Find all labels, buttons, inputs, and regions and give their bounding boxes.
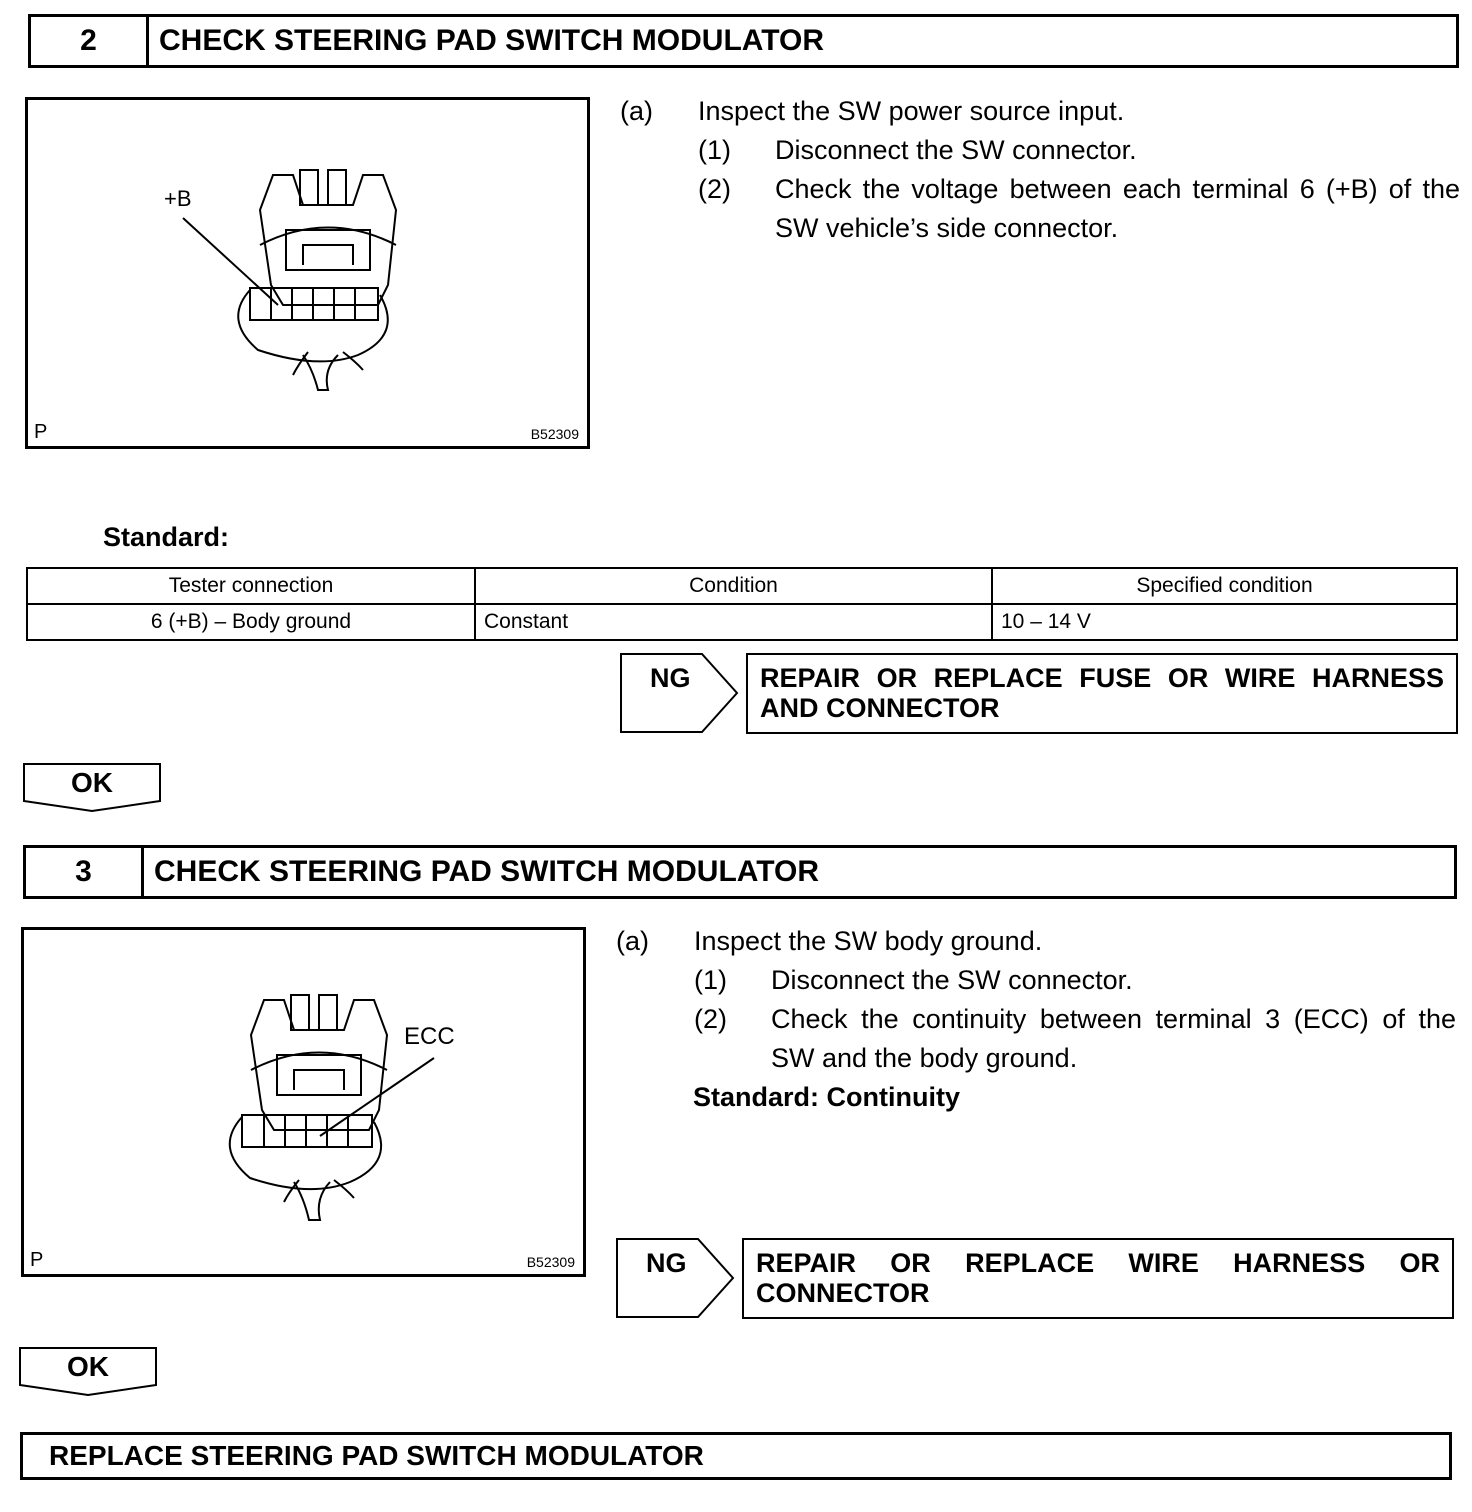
step-3-instructions xyxy=(616,922,1456,1117)
step-3-instruction-2-label: (2) xyxy=(694,1004,727,1034)
step-3-instruction-2-text: Check the continuity between terminal 3 (ECC) of the SW and the body ground. xyxy=(771,1004,1456,1073)
step-2-instruction-1-text: Disconnect the SW connector. xyxy=(775,135,1137,165)
step-2-instructions xyxy=(620,92,1460,248)
table-header-cell: Tester connection xyxy=(27,568,475,604)
step-2-connector-figure xyxy=(25,97,590,449)
final-action-box xyxy=(20,1432,1452,1480)
step-2-instruction-a-text: Inspect the SW power source input. xyxy=(698,96,1125,126)
step-3-instruction-1-label: (1) xyxy=(694,965,727,995)
step-2-ok-indicator xyxy=(23,763,161,813)
step-3-figure-code: B52309 xyxy=(526,1254,575,1270)
step-3-connector-figure xyxy=(21,927,586,1277)
step-2-standard-table xyxy=(26,567,1458,641)
step-3-figure-corner-label: P xyxy=(30,1249,44,1271)
table-cell: 10 – 14 V xyxy=(992,604,1457,640)
step-2-ng-action: REPAIR OR REPLACE FUSE OR WIRE HARNESS AND CONNECTOR xyxy=(746,653,1458,734)
table-header-cell: Specified condition xyxy=(992,568,1457,604)
step-3-callout: ECC xyxy=(404,1023,455,1050)
step-3-ng-branch xyxy=(616,1238,1454,1319)
connector-drawing xyxy=(28,100,587,446)
step-3-instruction-1-text: Disconnect the SW connector. xyxy=(771,965,1133,995)
step-3-instruction-a-label: (a) xyxy=(616,926,649,956)
step-2-ng-branch xyxy=(620,653,1458,734)
step-2-figure-code: B52309 xyxy=(530,426,579,442)
connector-drawing xyxy=(24,930,583,1274)
step-3-ng-action: REPAIR OR REPLACE WIRE HARNESS OR CONNECTOR xyxy=(742,1238,1454,1319)
table-header-cell: Condition xyxy=(475,568,992,604)
step-2-ok-label: OK xyxy=(71,767,113,798)
table-cell: 6 (+B) – Body ground xyxy=(27,604,475,640)
step-3-number: 3 xyxy=(26,848,144,896)
step-2-instruction-1-label: (1) xyxy=(698,135,731,165)
step-2-instruction-a-label: (a) xyxy=(620,96,653,126)
step-3-header xyxy=(23,845,1457,899)
step-3-ng-label: NG xyxy=(646,1248,687,1278)
step-2-instruction-2-label: (2) xyxy=(698,174,731,204)
step-2-figure-corner-label: P xyxy=(34,421,48,443)
step-3-title: CHECK STEERING PAD SWITCH MODULATOR xyxy=(154,855,819,888)
table-row xyxy=(27,604,1457,640)
step-2-title: CHECK STEERING PAD SWITCH MODULATOR xyxy=(159,24,824,57)
ng-arrow-icon xyxy=(620,653,740,733)
step-2-callout: +B xyxy=(164,186,192,211)
step-2-ng-label: NG xyxy=(650,663,691,693)
ng-arrow-icon xyxy=(616,1238,736,1318)
step-3-instruction-a-text: Inspect the SW body ground. xyxy=(694,926,1043,956)
step-2-standard-label: Standard: xyxy=(103,522,230,552)
table-header-row xyxy=(27,568,1457,604)
step-2-instruction-2-text: Check the voltage between each terminal 6 (+B) of the SW vehicle’s side connector. xyxy=(775,174,1460,243)
step-2-number: 2 xyxy=(31,17,149,65)
final-action-text: REPLACE STEERING PAD SWITCH MODULATOR xyxy=(49,1440,704,1471)
step-3-ok-label: OK xyxy=(67,1351,109,1382)
step-3-standard: Standard: Continuity xyxy=(693,1082,960,1112)
step-3-ok-indicator xyxy=(19,1347,157,1397)
table-cell: Constant xyxy=(475,604,992,640)
step-2-header xyxy=(28,14,1459,68)
